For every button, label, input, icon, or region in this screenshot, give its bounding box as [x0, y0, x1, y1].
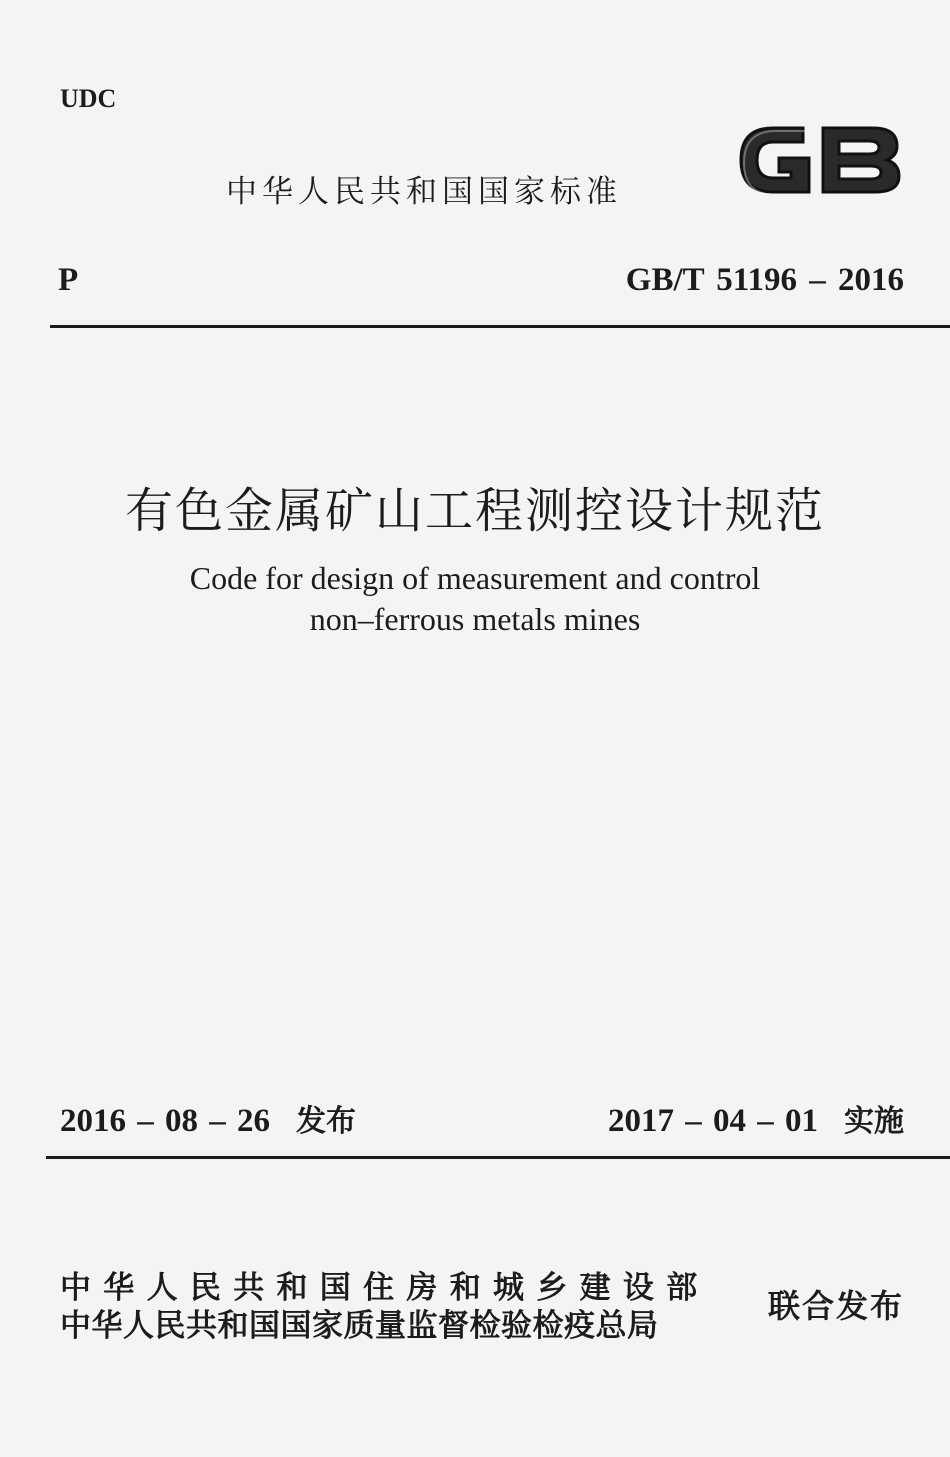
effective-label: 实施	[844, 1104, 904, 1139]
udc-label: UDC	[60, 84, 117, 113]
publisher-ministry: 中华人民共和国住房和城乡建设部	[60, 1270, 710, 1306]
effective-date-block	[608, 1096, 904, 1140]
issue-label: 发布	[296, 1104, 356, 1139]
gb-logo-mark	[741, 128, 899, 195]
footer-divider	[46, 1156, 950, 1159]
header-divider	[50, 325, 950, 328]
standard-number: GB/T 51196 – 2016	[625, 262, 904, 298]
gb-logo-icon	[733, 114, 905, 206]
issue-date-block	[60, 1096, 356, 1140]
title-chinese: 有色金属矿山工程测控设计规范	[124, 483, 825, 539]
joint-publish-label: 联合发布	[767, 1287, 904, 1325]
classification-code: P	[58, 262, 79, 298]
issue-date: 2016 – 08 – 26	[60, 1103, 270, 1139]
effective-date: 2017 – 04 – 01	[608, 1103, 818, 1139]
title-english-line2: non–ferrous metals mines	[309, 601, 641, 637]
national-standard-heading: 中华人民共和国国家标准	[226, 174, 622, 210]
title-english-line1: Code for design of measurement and control	[189, 560, 761, 596]
publisher-administration: 中华人民共和国国家质量监督检验检疫总局	[60, 1308, 659, 1344]
